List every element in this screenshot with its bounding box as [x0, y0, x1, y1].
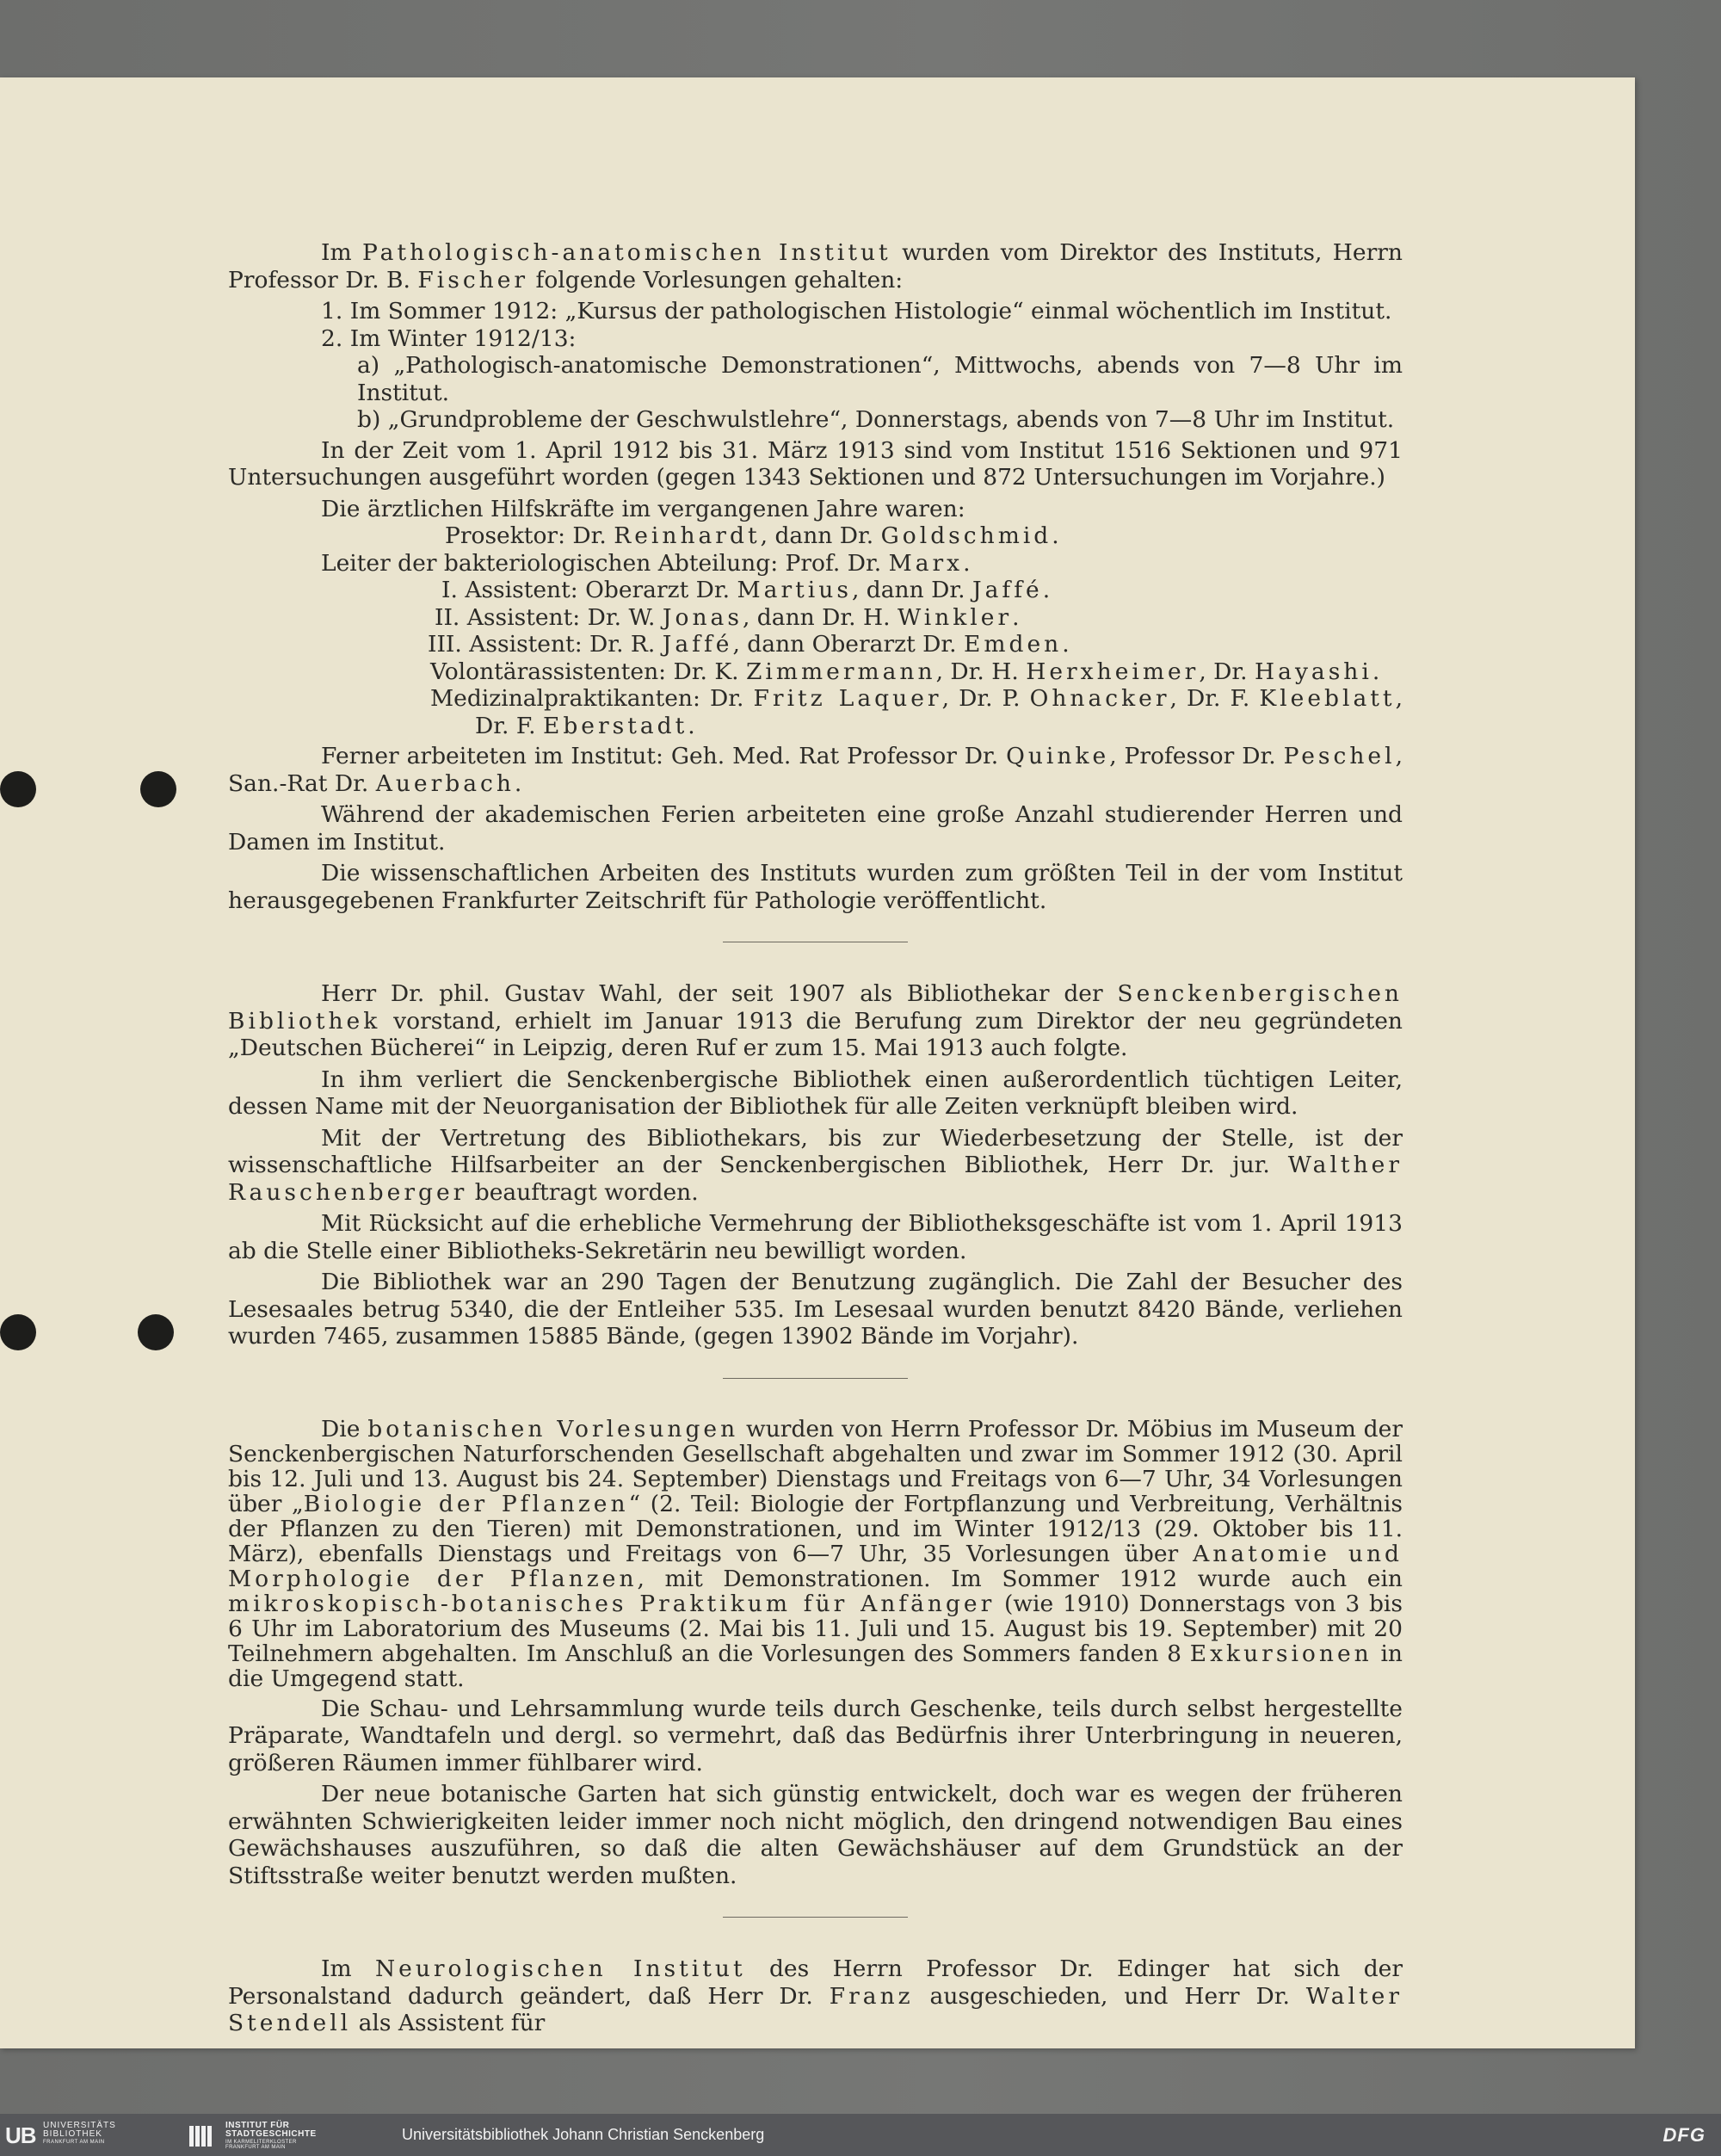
- punch-hole-lower-left: [0, 1314, 36, 1350]
- further-workers-paragraph: Ferner arbeiteten im Institut: Geh. Med. Rat Professor Dr. Quinke, Professor Dr. Peschel, San.-Rat Dr. Auerbach.: [228, 743, 1403, 797]
- dfg-logo[interactable]: DFG: [1662, 2124, 1706, 2146]
- library-paragraph-3: Mit der Vertretung des Bibliothekars, bis zur Wiederbesetzung der Stelle, ist der wissenschaftliche Hilfsarbeiter an der Senckenbergischen Bibliothek, Herr Dr. jur. Walther Rauschenberger beauftragt worden.: [228, 1124, 1403, 1206]
- lecture-item-2: 2. Im Winter 1912/13:: [321, 324, 577, 352]
- footer-bar: [0, 2114, 1721, 2156]
- pathology-intro-paragraph: Im Pathologisch-anatomischen Institut wurden vom Direktor des Instituts, Herrn Professor Dr. B. Fischer folgende Vorlesungen gehalten:: [228, 239, 1403, 293]
- institute-line-2: STADTGESCHICHTE: [225, 2129, 317, 2139]
- ub-city: FRANKFURT AM MAIN: [43, 2140, 105, 2145]
- library-paragraph-2: In ihm verliert die Senckenbergische Bibliothek einen außerordentlich tüchtigen Leiter, dessen Name mit der Neuorganisation der Bibliothek für alle Zeiten verknüpft bleiben wird.: [228, 1066, 1403, 1120]
- library-paragraph-4: Mit Rücksicht auf die erhebliche Vermehrung der Bibliotheksgeschäfte ist vom 1. April 1913 ab die Stelle einer Bibliotheks-Sekretärin neu bewilligt worden.: [228, 1210, 1403, 1264]
- ub-logo[interactable]: UB: [5, 2122, 36, 2148]
- publications-paragraph: Die wissenschaftlichen Arbeiten des Instituts wurden zum größten Teil in der vom Institut herausgegebenen Frankfurter Zeitschrift für Pathologie veröffentlicht.: [228, 860, 1403, 914]
- lecture-item-2a: a) „Pathologisch-anatomische Demonstrationen“, Mittwochs, abends von 7—8 Uhr im Institut.: [357, 352, 1403, 406]
- medical-interns-line: Medizinalpraktikanten: Dr. Fritz Laquer, Dr. P. Ohnacker, Dr. F. Kleeblatt, Dr. F. Eberstadt.: [430, 685, 1403, 739]
- ub-line-1: UNIVERSITÄTS: [43, 2121, 116, 2130]
- holiday-work-paragraph: Während der akademischen Ferien arbeiteten eine große Anzahl studierender Herren und Damen im Institut.: [228, 801, 1403, 856]
- botany-paragraph-2: Die Schau- und Lehrsammlung wurde teils durch Geschenke, teils durch selbst hergestellte Präparate, Wandtafeln und dergl. so vermehrt, daß das Bedürfnis ihrer Unterbringung in neueren, größeren Räumen immer fühlbarer wird.: [228, 1695, 1403, 1776]
- institute-logo-icon[interactable]: [188, 2122, 213, 2148]
- document-text: [228, 239, 1403, 2042]
- section-divider: [723, 1917, 908, 1918]
- institute-name: [225, 2122, 317, 2139]
- autopsy-statistics-paragraph: In der Zeit vom 1. April 1912 bis 31. März 1913 sind vom Institut 1516 Sektionen und 971 Untersuchungen ausgeführt worden (gegen 1343 Sektionen und 872 Untersuchungen im Vorjahre.): [228, 436, 1403, 491]
- institute-sub-1: IM KARMELITERKLOSTER: [225, 2140, 297, 2145]
- institute-line-1: INSTITUT FÜR: [225, 2121, 290, 2130]
- ub-line-2: BIBLIOTHEK: [43, 2129, 102, 2139]
- volunteer-assistants-line: Volontärassistenten: Dr. K. Zimmermann, Dr. H. Herxheimer, Dr. Hayashi.: [430, 658, 1380, 685]
- assistant-1-line: I. Assistent: Oberarzt Dr. Martius, dann Dr. Jaffé.: [441, 577, 1051, 603]
- lecture-item-2b: b) „Grundprobleme der Geschwulstlehre“, Donnerstags, abends von 7—8 Uhr im Institut.: [357, 406, 1395, 433]
- library-paragraph-1: Herr Dr. phil. Gustav Wahl, der seit 1907 als Bibliothekar der Senckenbergischen Bibliothek vorstand, erhielt im Januar 1913 die Berufung zum Direktor der neu gegründeten „Deutschen Bücherei“ in Leipzig, deren Ruf er zum 15. Mai 1913 auch folgte.: [228, 980, 1403, 1061]
- section-divider: [723, 1378, 908, 1379]
- botany-paragraph-3: Der neue botanische Garten hat sich günstig entwickelt, doch war es wegen der früheren erwähnten Schwierigkeiten leider immer noch nicht möglich, den dringend notwendigen Bau eines Gewächshauses auszuführen, so daß die alten Gewächshäuser auf dem Grundstück an der Stiftsstraße weiter benutzt werden mußten.: [228, 1781, 1403, 1889]
- punch-hole-lower-right: [138, 1314, 174, 1350]
- botany-paragraph-1: Die botanischen Vorlesungen wurden von Herrn Professor Dr. Möbius im Museum der Senckenbergischen Naturforschenden Gesellschaft abgehalten und zwar im Sommer 1912 (30. April bis 12. Juli und 13. August bis 24. September) Dienstags und Freitags von 6—7 Uhr, 34 Vorlesungen über „Biologie der Pflanzen“ (2. Teil: Biologie der Fortpflanzung und Verbreitung, Verhältnis der Pflanzen zu den Tieren) mit Demonstrationen, und im Winter 1912/13 (29. Oktober bis 11. März), ebenfalls Dienstags und Freitags von 6—7 Uhr, 35 Vorlesungen über Anatomie und Morphologie der Pflanzen, mit Demonstrationen. Im Sommer 1912 wurde auch ein mikroskopisch-botanisches Praktikum für Anfänger (wie 1910) Donnerstags von 3 bis 6 Uhr im Laboratorium des Museums (2. Mai bis 11. Juli und 15. August bis 19. September) mit 20 Teilnehmern abgehalten. Im Anschluß an die Vorlesungen des Sommers fanden 8 Exkursionen in die Umgegend statt.: [228, 1415, 1403, 1692]
- assistant-3-line: III. Assistent: Dr. R. Jaffé, dann Oberarzt Dr. Emden.: [428, 631, 1070, 658]
- ub-logo-text: [43, 2122, 116, 2139]
- punch-hole-upper-left: [0, 771, 36, 807]
- library-paragraph-5: Die Bibliothek war an 290 Tagen der Benutzung zugänglich. Die Zahl der Besucher des Lesesaales betrug 5340, die der Entleiher 535. Im Lesesaal wurden benutzt 8420 Bände, verliehen wurden 7465, zusammen 15885 Bände, (gegen 13902 Bände im Vorjahr).: [228, 1269, 1403, 1350]
- bacteriology-head-line: Leiter der bakteriologischen Abteilung: Prof. Dr. Marx.: [321, 549, 971, 577]
- neurology-paragraph: Im Neurologischen Institut des Herrn Professor Dr. Edinger hat sich der Personalstand dadurch geändert, daß Herr Dr. Franz ausgeschieden, und Herr Dr. Walter Stendell als Assistent für: [228, 1955, 1403, 2036]
- institute-address: [225, 2140, 297, 2150]
- assistant-2-line: II. Assistent: Dr. W. Jonas, dann Dr. H. Winkler.: [435, 603, 1020, 631]
- prosektor-line: Prosektor: Dr. Reinhardt, dann Dr. Goldschmid.: [445, 522, 1059, 549]
- institute-sub-2: FRANKFURT AM MAIN: [225, 2145, 286, 2150]
- lecture-item-1: 1. Im Sommer 1912: „Kursus der pathologischen Histologie“ einmal wöchentlich im Institut.: [321, 298, 1392, 324]
- staff-intro-line: Die ärztlichen Hilfskräfte im vergangenen Jahre waren:: [321, 495, 965, 522]
- provider-name[interactable]: Universitätsbibliothek Johann Christian Senckenberg: [402, 2126, 765, 2143]
- punch-hole-upper-right: [140, 771, 176, 807]
